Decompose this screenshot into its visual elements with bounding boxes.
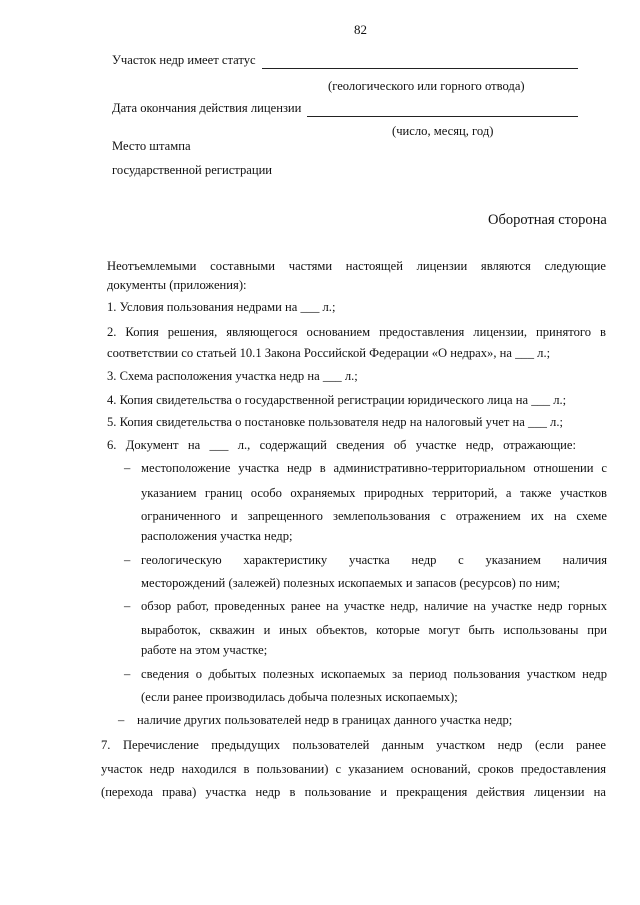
bullet-line: работе на этом участке; bbox=[141, 643, 268, 657]
bullet-line: местоположение участка недр в административно-территориальном отношении с bbox=[141, 461, 607, 475]
list-item: участок недр находился в пользовании) с указанием оснований, сроков предоставления bbox=[101, 762, 606, 776]
list-item: 1. Условия пользования недрами на ___ л.; bbox=[107, 300, 336, 314]
dash-bullet: – bbox=[124, 667, 131, 681]
bullet-line: сведения о добытых полезных ископаемых за период пользования участком недр bbox=[141, 667, 607, 681]
expiry-date-label: Дата окончания действия лицензии bbox=[112, 101, 302, 115]
dash-bullet: – bbox=[124, 461, 131, 475]
list-item: 7. Перечисление предыдущих пользователей данным участком недр (если ранее bbox=[101, 738, 606, 752]
expiry-caption: (число, месяц, год) bbox=[392, 124, 494, 138]
list-item: 6. Документ на ___ л., содержащий сведения об участке недр, отражающие: bbox=[107, 438, 576, 452]
list-item: 4. Копия свидетельства о государственной регистрации юридического лица на ___ л.; bbox=[107, 393, 567, 407]
bullet-line: (если ранее производилась добыча полезных ископаемых); bbox=[141, 690, 458, 704]
stamp-registration-label: государственной регистрации bbox=[112, 163, 273, 177]
page-number: 82 bbox=[354, 22, 367, 37]
dash-bullet: – bbox=[124, 553, 131, 567]
list-item: 5. Копия свидетельства о постановке пользователя недр на налоговый учет на ___ л.; bbox=[107, 415, 563, 429]
bullet-line: наличие других пользователей недр в границах данного участка недр; bbox=[137, 713, 513, 727]
intro-line: документы (приложения): bbox=[107, 278, 247, 292]
list-item: 3. Схема расположения участка недр на ___ л.; bbox=[107, 369, 358, 383]
dash-bullet: – bbox=[118, 713, 125, 727]
bullet-line: расположения участка недр; bbox=[141, 529, 293, 543]
status-blank-line bbox=[262, 68, 578, 69]
dash-bullet: – bbox=[124, 599, 131, 613]
reverse-side-heading: Оборотная сторона bbox=[488, 212, 607, 228]
expiry-blank-line bbox=[307, 116, 578, 117]
bullet-line: обзор работ, проведенных ранее на участке недр, наличие на участке недр горных bbox=[141, 599, 607, 613]
stamp-place-label: Место штампа bbox=[112, 139, 191, 153]
bullet-line: месторождений (залежей) полезных ископаемых и запасов (ресурсов) по ним; bbox=[141, 576, 561, 590]
bullet-line: указанием границ особо охраняемых природных территорий, а также участков bbox=[141, 486, 607, 500]
list-item: соответствии со статьей 10.1 Закона Российской Федерации «О недрах», на ___ л.; bbox=[107, 346, 551, 360]
list-item: 2. Копия решения, являющегося основанием предоставления лицензии, принятого в bbox=[107, 325, 606, 339]
bullet-line: выработок, скважин и иных объектов, которые могут быть использованы при bbox=[141, 623, 607, 637]
status-caption: (геологического или горного отвода) bbox=[328, 79, 525, 93]
list-item: (перехода права) участка недр в пользование и прекращения действия лицензии на bbox=[101, 785, 606, 799]
bullet-line: геологическую характеристику участка недр с указанием наличия bbox=[141, 553, 607, 567]
license-status-label: Участок недр имеет статус bbox=[112, 53, 256, 67]
bullet-line: ограниченного и запрещенного землепользования с отражением их на схеме bbox=[141, 509, 607, 523]
intro-line: Неотъемлемыми составными частями настоящей лицензии являются следующие bbox=[107, 259, 606, 273]
